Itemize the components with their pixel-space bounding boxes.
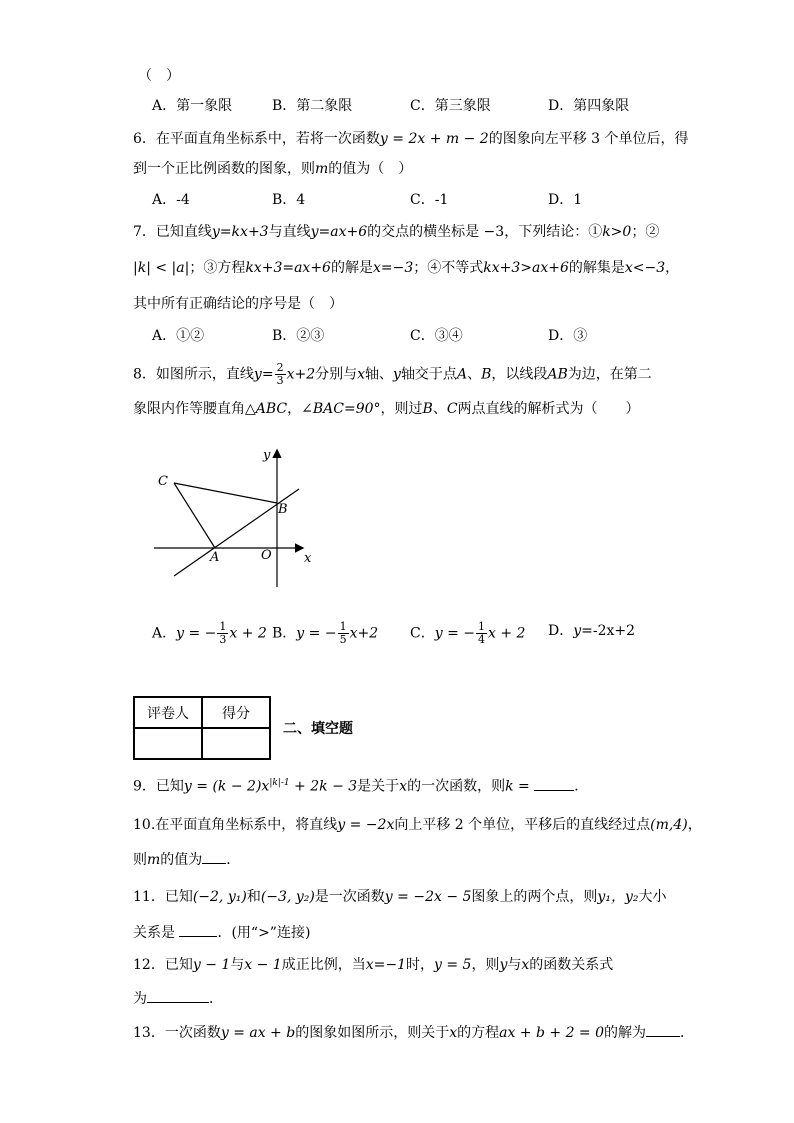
q10-line2: 则m的值为 ． — [133, 849, 240, 870]
q5-option-b[interactable]: B．第二象限 — [272, 98, 353, 114]
label-c: C — [158, 474, 168, 489]
q8-option-d[interactable]: D．y=-2x+2 — [548, 623, 636, 639]
q10-answer-blank[interactable] — [202, 849, 226, 864]
q7-option-d[interactable]: D．③ — [548, 328, 588, 344]
q6-line1: 6．在平面直角坐标系中，若将一次函数y = 2x + m − 2的图象向左平移 3 个单位后，得 — [133, 131, 689, 147]
q11-line1: 11．已知(−2, y₁)和(−3, y₂)是一次函数y = −2x − 5图象上的两个点，则y₁，y₂大小 — [133, 889, 667, 905]
q6-option-c[interactable]: C．-1 — [410, 192, 449, 208]
q11-line2: 关系是 ．(用“>”连接) — [133, 922, 310, 943]
score-table-header-grader: 评卷人 — [134, 697, 202, 728]
q12-answer-blank[interactable] — [147, 988, 209, 1003]
q7-line1: 7．已知直线y=kx+3与直线y=ax+6的交点的横坐标是 −3，下列结论：①k>0；② — [133, 224, 660, 240]
q5-answer-paren: （ ） — [138, 68, 180, 84]
q12-line2: 为 ． — [133, 988, 223, 1009]
segment-ca — [174, 483, 215, 548]
score-table-header-score: 得分 — [202, 697, 270, 728]
q8-line1: 8．如图所示，直线y= $\frac{2}{3}$ x+2分别与x轴、y轴交于点A、B，以线段AB为边，在第二 — [133, 361, 652, 387]
q8-line2: 象限内作等腰直角△ABC，∠BAC=90°，则过B、C两点直线的解析式为（ ） — [133, 401, 640, 417]
q8-option-b[interactable]: B．y = − $\frac{1}{5}$ x+2 — [272, 620, 379, 646]
q8-figure — [150, 445, 320, 595]
q5-option-a[interactable]: A．第一象限 — [152, 98, 233, 114]
q7-line2: |k| < |a|；③方程kx+3=ax+6的解是x=−3；④不等式kx+3>ax+6的解集是x<−3， — [133, 260, 680, 276]
q13-line: 13．一次函数y = ax + b的图象如图所示，则关于x的方程ax + b + 2 = 0的解为 ． — [133, 1022, 694, 1043]
segment-cb — [174, 483, 277, 503]
q8-option-a[interactable]: A．y = − $\frac{1}{3}$ x + 2 — [152, 620, 267, 646]
q8-option-c[interactable]: C．y = − $\frac{1}{4}$ x + 2 — [410, 620, 526, 646]
q7-option-c[interactable]: C．③④ — [410, 328, 463, 344]
q8-fraction: $\frac{2}{3}$ — [276, 361, 284, 387]
q9-answer-blank[interactable] — [534, 776, 574, 791]
label-a: A — [210, 550, 220, 565]
score-table-cell-score[interactable] — [202, 728, 270, 759]
q6-option-d[interactable]: D．1 — [548, 192, 583, 208]
q11-answer-blank[interactable] — [179, 922, 217, 937]
q7-line3: 其中所有正确结论的序号是（ ） — [133, 296, 343, 312]
q9-line: 9．已知$y = (k - 2)x^{|k|-1} + 2k - 3$是关于x的一次函数，则k = ． — [133, 773, 588, 797]
q7-option-b[interactable]: B．②③ — [272, 328, 325, 344]
label-y: y — [263, 448, 271, 463]
q6-formula: y = 2x + m − 2 — [379, 131, 489, 147]
score-table-cell-grader[interactable] — [134, 728, 202, 759]
q13-answer-blank[interactable] — [646, 1022, 680, 1037]
q7-option-a[interactable]: A．①② — [152, 328, 205, 344]
q6-option-b[interactable]: B．4 — [272, 192, 306, 208]
label-o: O — [261, 548, 272, 563]
section-title: 二、填空题 — [283, 721, 353, 737]
q6-line2: 到一个正比例函数的图象，则m的值为（ ） — [133, 161, 413, 177]
q12-line1: 12．已知y − 1与x − 1成正比例，当x=−1时，y = 5，则y与x的函数关系式 — [133, 957, 614, 973]
q6-option-a[interactable]: A．-4 — [152, 192, 190, 208]
q10-line1: 10.在平面直角坐标系中，将直线y = −2x向上平移 2 个单位，平移后的直线经过点(m,4)， — [133, 817, 702, 833]
q5-option-c[interactable]: C．第三象限 — [410, 98, 491, 114]
q5-option-d[interactable]: D．第四象限 — [548, 98, 630, 114]
score-table — [133, 696, 271, 760]
label-b: B — [278, 502, 288, 517]
label-x: x — [304, 551, 312, 566]
